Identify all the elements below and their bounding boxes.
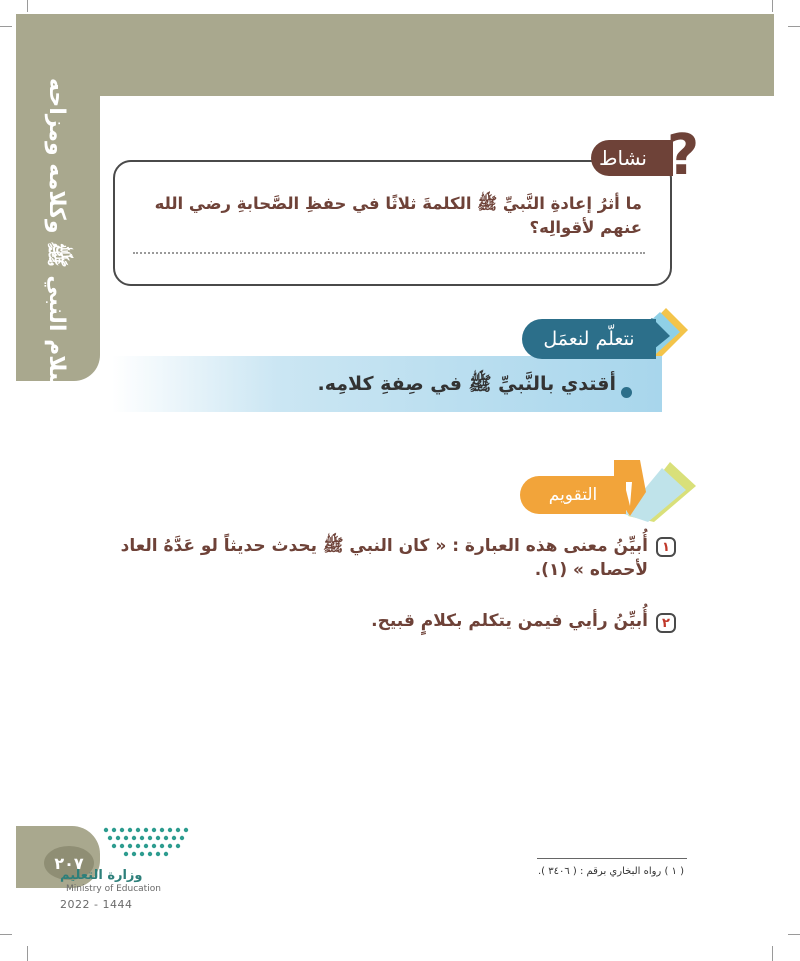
question-mark-icon: ?	[666, 123, 700, 188]
lesson-title	[14, 78, 98, 394]
crop-mark	[0, 934, 12, 935]
crop-mark	[788, 26, 800, 27]
edition-year: 2022 - 1444	[60, 898, 133, 911]
ministry-logo-icon	[100, 824, 192, 860]
crop-mark	[27, 946, 28, 961]
question-number-badge: ١	[656, 537, 676, 557]
lesson-title-text: سلام النبي ﷺ وكلامه ومزاحه	[44, 78, 69, 394]
activity-question: ما أثرُ إعادةِ النَّبيِّ ﷺ الكلمةَ ثلاثًا في حفظِ الصَّحابةِ رضي الله عنهم لأقوالِه؟	[154, 194, 642, 237]
evaluation-question-1: أُبيِّنُ معنى هذه العبارة : « كان النبي ﷺ يحدث حديثاً لو عَدَّهُ العاد لأحصاه » (١).	[120, 536, 648, 580]
page-number: ٢٠٧	[44, 846, 94, 880]
crop-mark	[0, 26, 12, 27]
crop-mark	[772, 946, 773, 961]
header-band	[16, 14, 774, 96]
answer-line	[133, 252, 645, 254]
ministry-name-en: Ministry of Education	[66, 884, 161, 894]
crop-mark	[772, 0, 773, 12]
ministry-name-ar: وزارة التعليم	[60, 868, 143, 883]
learn-label: نتعلّم لنعمَل	[522, 319, 656, 359]
evaluation-question-2: أُبيِّنُ رأيي فيمن يتكلم بكلامٍ قبيح.	[371, 611, 648, 631]
footnote: ( ١ ) رواه البخاري برقم : ( ٣٤٠٦ ).	[537, 866, 684, 877]
bullet-icon	[621, 387, 632, 398]
learn-objective: أقتدي بالنَّبيِّ ﷺ في صِفةِ كلامِه.	[317, 373, 616, 395]
activity-label: نشاط	[591, 140, 673, 176]
crop-mark	[27, 0, 28, 12]
evaluation-label: التقويم	[520, 476, 626, 514]
crop-mark	[788, 934, 800, 935]
footnote-divider	[537, 858, 687, 859]
question-number-badge: ٢	[656, 613, 676, 633]
